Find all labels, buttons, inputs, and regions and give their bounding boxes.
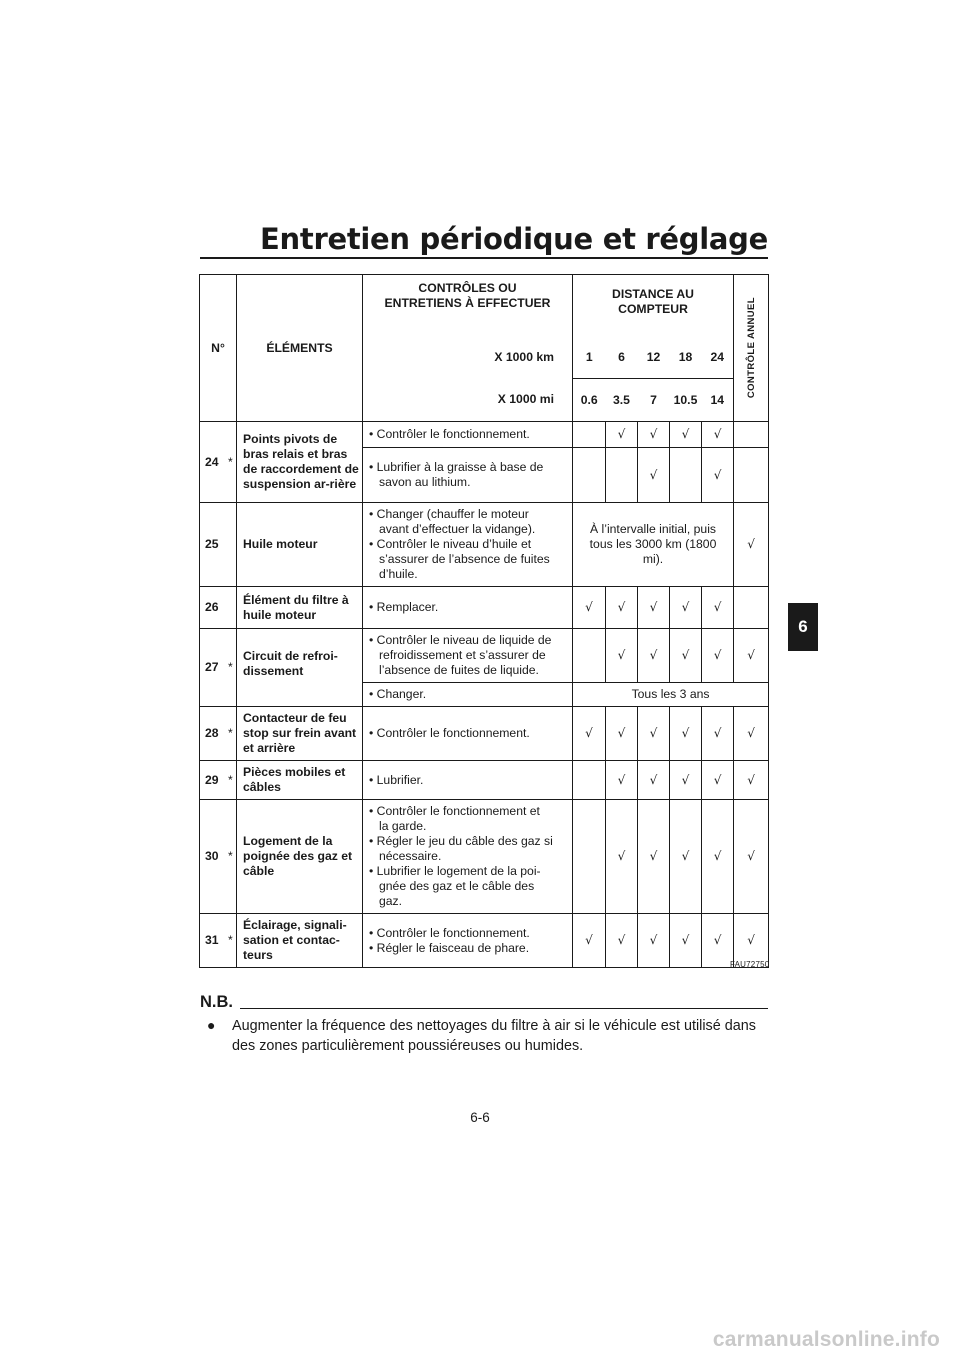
check-mark: √: [670, 629, 702, 683]
star-mark: *: [228, 849, 233, 863]
check-mark: √: [702, 914, 734, 968]
op-27-2: • Changer.: [363, 683, 573, 707]
header-items: ÉLÉMENTS: [237, 275, 363, 422]
watermark: carmanualsonline.info: [712, 1328, 940, 1351]
op-26: • Remplacer.: [363, 587, 573, 629]
mi-14: 14: [702, 379, 734, 422]
check-mark: √: [638, 448, 670, 503]
check-mark: √: [573, 587, 606, 629]
km-6: 6: [606, 337, 638, 379]
mi-7: 7: [638, 379, 670, 422]
check-mark: √: [702, 422, 734, 448]
op-27-1: • Contrôler le niveau de liquide de refroidissement et s’assurer de l’absence de fuites de liquide.: [363, 629, 573, 683]
check-mark: √: [638, 800, 670, 914]
check-mark: √: [670, 587, 702, 629]
check-mark: √: [670, 914, 702, 968]
check-mark: √: [606, 914, 638, 968]
table-row: [200, 587, 769, 629]
check-mark: √: [670, 800, 702, 914]
check-mark: √: [638, 587, 670, 629]
km-label: X 1000 km: [363, 337, 573, 379]
check-mark: √: [702, 761, 734, 800]
row-number-24: 24 *: [200, 422, 237, 503]
page-title: Entretien périodique et réglage: [260, 222, 768, 256]
interval-25: À l’intervalle initial, puis tous les 3000 km (1800 mi).: [573, 503, 734, 587]
star-mark: *: [228, 660, 233, 674]
header-operations: [363, 275, 573, 337]
op-30: • Contrôler le fonctionnement et la garde. • Régler le jeu du câble des gaz si nécessaire. • Lubrifier le logement de la poi- gnée des gaz et le câble des gaz.: [363, 800, 573, 914]
chapter-tab: 6: [788, 603, 818, 651]
reference-code: FAU72750: [730, 960, 770, 969]
km-1: 1: [573, 337, 606, 379]
row-number-31: 31 *: [200, 914, 237, 968]
check-mark: √: [606, 707, 638, 761]
mi-label: X 1000 mi: [363, 379, 573, 422]
check-mark: √: [734, 914, 769, 968]
check-mark: √: [670, 761, 702, 800]
km-24: 24: [702, 337, 734, 379]
header-distance-line1: DISTANCE AU: [612, 287, 694, 301]
op-24-1: • Contrôler le fonctionnement.: [363, 422, 573, 448]
check-mark: √: [606, 587, 638, 629]
header-no: N°: [200, 275, 237, 422]
note-title: N.B.: [200, 993, 233, 1011]
check-mark: √: [734, 800, 769, 914]
maintenance-table: [199, 274, 769, 968]
op-31: • Contrôler le fonctionnement. • Régler le faisceau de phare.: [363, 914, 573, 968]
table-row: [200, 761, 769, 800]
check-mark: √: [638, 629, 670, 683]
row-number-27: 27 *: [200, 629, 237, 707]
check-mark: √: [606, 800, 638, 914]
row-number-25: 25: [200, 503, 237, 587]
check-mark: √: [670, 422, 702, 448]
title-rule: [200, 257, 768, 259]
table-row: [200, 422, 769, 448]
star-mark: *: [228, 454, 233, 469]
item-29: Pièces mobiles et câbles: [237, 761, 363, 800]
header-operations-line1: CONTRÔLES OU: [418, 281, 517, 295]
table-row: [200, 914, 769, 968]
star-mark: *: [228, 772, 233, 787]
header-operations-line2: ENTRETIENS À EFFECTUER: [384, 296, 551, 310]
check-mark: √: [606, 761, 638, 800]
table-row: [200, 503, 769, 587]
check-mark: √: [638, 761, 670, 800]
check-mark: √: [702, 629, 734, 683]
star-mark: *: [228, 726, 233, 740]
check-mark: √: [702, 707, 734, 761]
check-mark: √: [573, 914, 606, 968]
check-mark: √: [734, 629, 769, 683]
check-mark: √: [638, 422, 670, 448]
check-mark: √: [734, 707, 769, 761]
item-30: Logement de la poignée des gaz et câble: [237, 800, 363, 914]
check-mark: √: [573, 707, 606, 761]
star-mark: *: [228, 933, 233, 947]
bullet-icon: ●: [207, 1017, 216, 1033]
mi-3-5: 3.5: [606, 379, 638, 422]
check-mark: √: [734, 761, 769, 800]
check-mark: √: [638, 707, 670, 761]
op-24-2: • Lubrifier à la graisse à base de savon au lithium.: [363, 448, 573, 503]
item-25: Huile moteur: [237, 503, 363, 587]
table-row: [200, 707, 769, 761]
check-mark: √: [606, 629, 638, 683]
check-mark: √: [702, 448, 734, 503]
item-28: Contacteur de feu stop sur frein avant et arrière: [237, 707, 363, 761]
row-number-28: 28 *: [200, 707, 237, 761]
item-26: Élément du filtre à huile moteur: [237, 587, 363, 629]
km-12: 12: [638, 337, 670, 379]
op-25: • Changer (chauffer le moteur avant d’effectuer la vidange). • Contrôler le niveau d’huile et s’assurer de l’absence de fuites d’huile.: [363, 503, 573, 587]
row-number-29: 29 *: [200, 761, 237, 800]
row-number-26: 26: [200, 587, 237, 629]
note-text: Augmenter la fréquence des nettoyages du filtre à air si le véhicule est utilisé dans des zones particulièrement poussiéreuses ou humides.: [232, 1018, 756, 1054]
note-rule: [240, 1008, 768, 1009]
mi-0-6: 0.6: [573, 379, 606, 422]
item-27: Circuit de refroi-dissement: [237, 629, 363, 707]
header-annual: [734, 275, 769, 422]
header-distance: [573, 275, 734, 337]
check-mark: √: [670, 707, 702, 761]
op-28: • Contrôler le fonctionnement.: [363, 707, 573, 761]
km-18: 18: [670, 337, 702, 379]
op-29: • Lubrifier.: [363, 761, 573, 800]
header-annual-label: CONTRÔLE ANNUEL: [745, 297, 757, 399]
table-row: [200, 800, 769, 914]
page-number: 6-6: [470, 1110, 490, 1125]
mi-10-5: 10.5: [670, 379, 702, 422]
check-mark: √: [606, 422, 638, 448]
check-mark: √: [734, 503, 769, 587]
row-number-30: 30 *: [200, 800, 237, 914]
header-distance-line2: COMPTEUR: [618, 302, 688, 316]
check-mark: √: [702, 800, 734, 914]
item-24: Points pivots de bras relais et bras de raccordement de suspension ar-rière: [237, 422, 363, 503]
check-mark: √: [702, 587, 734, 629]
interval-27: Tous les 3 ans: [573, 683, 769, 707]
item-31: Éclairage, signali-sation et contac-teurs: [237, 914, 363, 968]
check-mark: √: [638, 914, 670, 968]
table-row: [200, 629, 769, 683]
